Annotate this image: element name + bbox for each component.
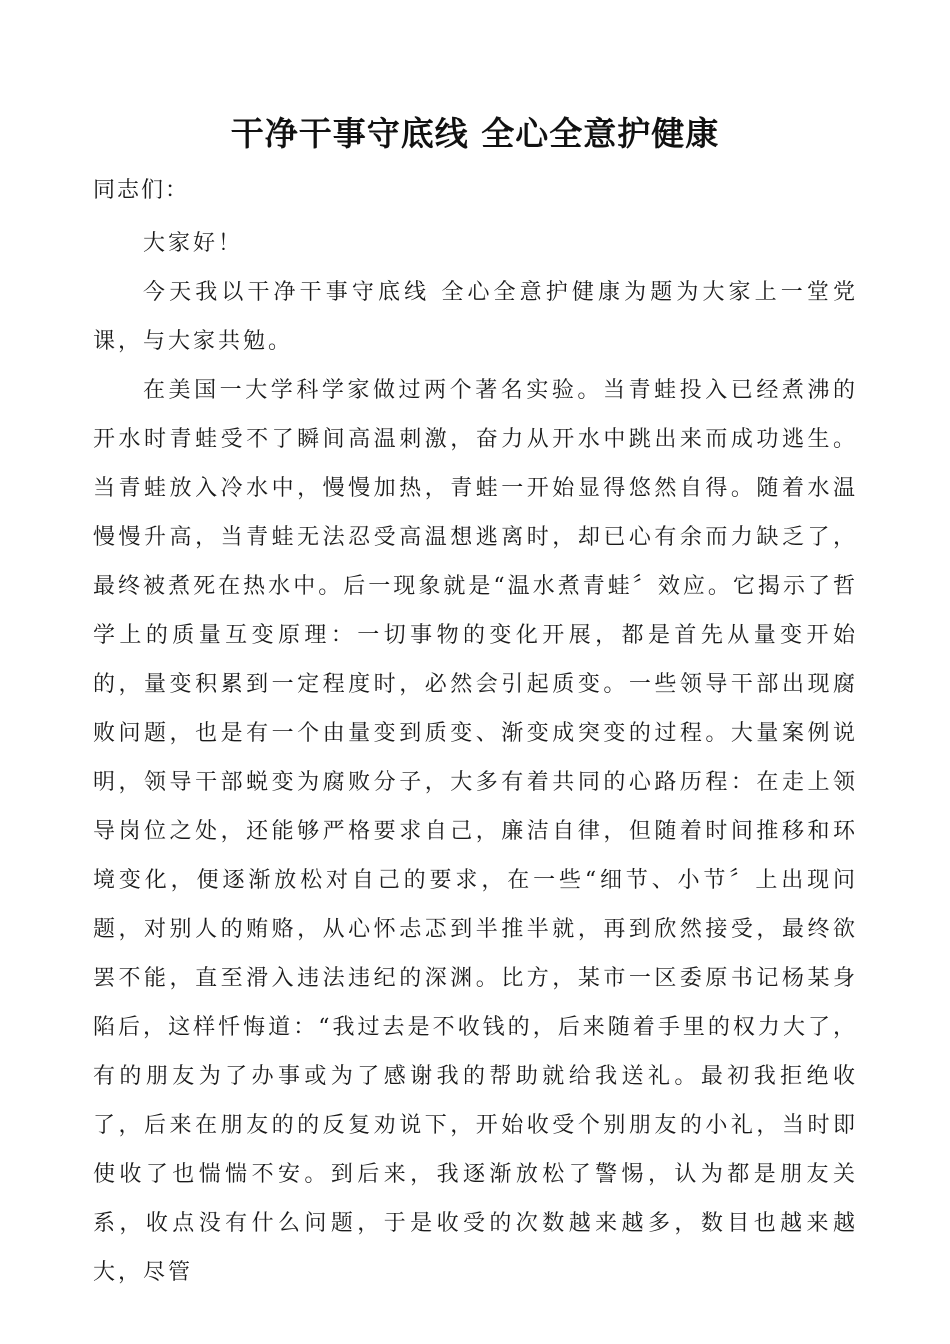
paragraph-main: 在美国一大学科学家做过两个著名实验。当青蛙投入已经煮沸的开水时青蛙受不了瞬间高温刺激，奋力从开水中跳出来而成功逃生。当青蛙放入冷水中，慢慢加热，青蛙一开始显得悠然自得。随着水温慢慢升高，当青蛙无法忍受高温想逃离时，却已心有余而力缺乏了，最终被煮死在热水中。后一现象就是“温水煮青蛙〞效应。它揭示了哲学上的质量互变原理：一切事物的变化开展，都是首先从量变开始的，量变积累到一定程度时，必然会引起质变。一些领导干部出现腐败问题，也是有一个由量变到质变、渐变成突变的过程。大量案例说明，领导干部蜕变为腐败分子，大多有着共同的心路历程：在走上领导岗位之处，还能够严格要求自己，廉洁自律，但随着时间推移和环境变化，便逐渐放松对自己的要求，在一些“细节、小节〞上出现问题，对别人的贿赂，从心怀忐忑到半推半就，再到欣然接受，最终欲罢不能，直至滑入违法违纪的深渊。比方，某市一区委原书记杨某身陷后，这样忏悔道：“我过去是不收钱的，后来随着手里的权力大了，有的朋友为了办事或为了感谢我的帮助就给我送礼。最初我拒绝收了，后来在朋友的的反复劝说下，开始收受个别朋友的小礼，当时即使收了也惴惴不安。到后来，我逐渐放松了警惕，认为都是朋友关系，收点没有什么问题，于是收受的次数越来越多，数目也越来越大，尽管 bbox=[93, 378, 858, 1285]
paragraph-greeting: 大家好！ bbox=[143, 231, 244, 256]
paragraph-intro: 今天我以干净干事守底线 全心全意护健康为题为大家上一堂党课，与大家共勉。 bbox=[93, 280, 858, 354]
document-body bbox=[93, 219, 858, 1297]
salutation: 同志们： bbox=[93, 178, 190, 203]
document-title: 干净干事守底线 全心全意护健康 bbox=[230, 114, 720, 153]
